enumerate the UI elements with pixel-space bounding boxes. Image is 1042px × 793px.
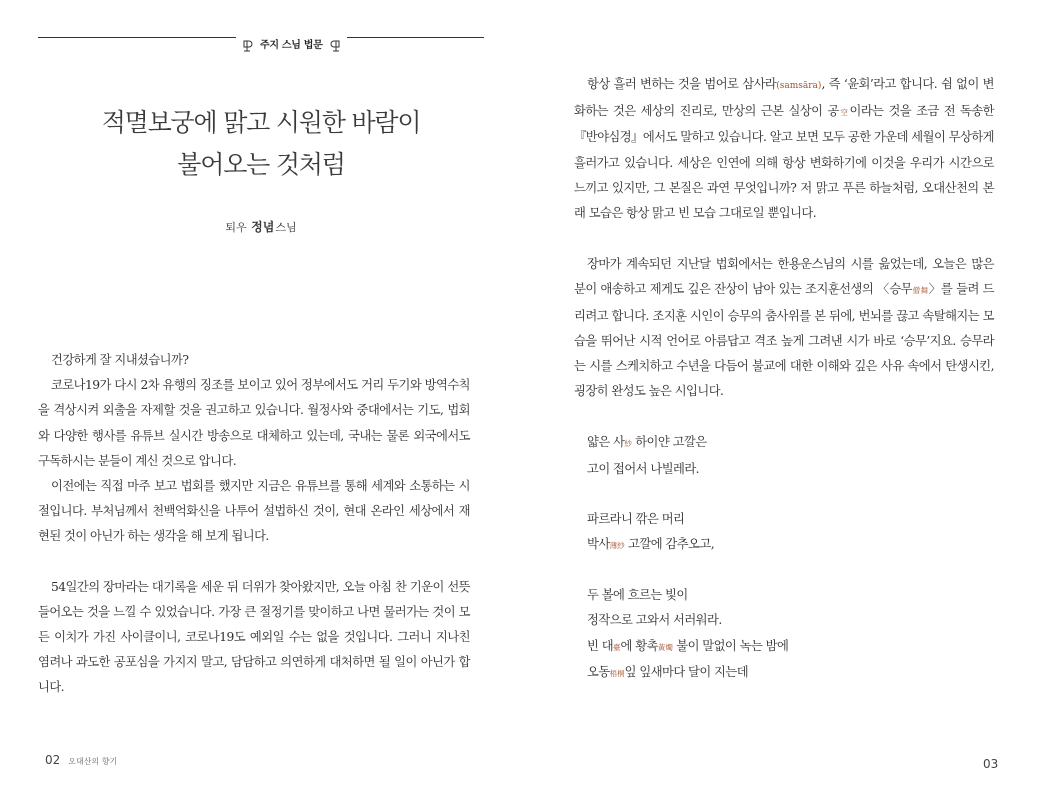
hanja-gloss: 梧桐	[609, 668, 625, 678]
hanja-gloss: 僧舞	[912, 286, 929, 296]
text-run: 장마가 계속되던 지난달 법회에서는 한용운스님의 시를 읊었는데, 오늘은 많은 분이 애송하고 제게도 깊은 잔상이 남아 있는 조지훈선생의 〈승무	[574, 257, 994, 297]
article-title	[38, 102, 484, 186]
lotus-ornament-icon	[242, 37, 254, 49]
text-run: 빈 대	[587, 638, 614, 653]
gloss-samsara: (samsāra)	[776, 81, 822, 91]
author-name: 정념	[251, 220, 275, 234]
body-paragraph: 코로나19가 다시 2차 유행의 징조를 보이고 있어 정부에서도 거리 두기와 방역수칙을 격상시켜 외출을 자제할 것을 권고하고 있습니다. 월정사와 중대에서는 기도, 법회와 다양한 행사를 유튜브 실시간 방송으로 대체하고 있는데, 국내는 물론 외국에서도 구독하시는 분들이 계신 것으로 압니다.	[38, 378, 470, 468]
text-run: 하이얀 고깔은	[631, 435, 707, 450]
header-label-group	[236, 33, 347, 53]
text-run: 에 황촉	[620, 638, 658, 653]
right-page-body	[574, 72, 994, 686]
poem-line: 정작으로 고와서 서러워라.	[587, 613, 722, 628]
poem-excerpt	[574, 430, 994, 686]
left-page-footer	[45, 753, 117, 767]
body-paragraph	[574, 252, 994, 404]
text-run: 항상 흘러 변하는 것을 범어로 삼사라	[587, 77, 777, 91]
text-run: 불이 말없이 녹는 밤에	[672, 638, 789, 653]
right-page-footer	[983, 753, 998, 772]
author-prefix: 퇴우	[225, 221, 247, 234]
lotus-ornament-icon	[329, 37, 341, 49]
body-paragraph: 이전에는 직접 마주 보고 법회를 했지만 지금은 유튜브를 통해 세계와 소통하는 시절입니다. 부처님께서 천백억화신을 나투어 설법하신 것이, 현대 온라인 세상에서 재현된 것이 아닌가 하는 생각을 해 보게 됩니다.	[38, 479, 470, 544]
poem-line	[574, 634, 994, 660]
left-page-body	[38, 348, 470, 701]
hanja-gloss: 黃燭	[657, 642, 673, 652]
body-paragraph	[574, 72, 994, 226]
poem-line	[574, 660, 994, 686]
page-number-right: 03	[983, 757, 999, 771]
text-run: 얇은 사	[587, 435, 625, 450]
poem-line: 파르라니 깎은 머리	[587, 511, 685, 526]
article-title-line: 불어오는 것처럼	[177, 150, 345, 179]
magazine-name: 오대산의 향기	[68, 757, 118, 766]
body-paragraph: 건강하게 잘 지내셨습니까?	[51, 353, 189, 367]
hanja-gloss: 臺	[613, 642, 621, 652]
section-header-label: 주지 스님 법문	[260, 39, 323, 51]
body-paragraph: 54일간의 장마라는 대기록을 세운 뒤 더위가 찾아왔지만, 오늘 아침 찬 기운이 선뜻 들어오는 것을 느낄 수 있었습니다. 가장 큰 절정기를 맞이하고 나면 물러가는 것이 모든 이치가 가진 사이클이니, 코로나19도 예외일 수는 없을 것입니다. 그러니 지나친 염려나 과도한 공포심을 가지지 말고, 담담하고 의연하게 대처하면 될 일이 아닌가 합니다.	[38, 579, 470, 695]
text-run: 박사	[587, 537, 610, 552]
section-header	[38, 33, 484, 53]
author-byline	[38, 218, 484, 235]
hanja-gloss: 薄紗	[609, 541, 625, 551]
text-run: , 즉 ‘윤회’라고 합니다. 쉼 없이 변화하는 것은 세상의 진리로, 만상의 근본 실상이 공	[574, 77, 994, 119]
poem-line	[574, 430, 994, 456]
poem-line: 고이 접어서 나빌레라.	[587, 461, 700, 476]
text-run: 오동	[587, 664, 610, 679]
poem-line	[574, 532, 994, 558]
text-run: 이라는 것을 조금 전 독송한 『반야심경』에서도 말하고 있습니다. 알고 보면 모두 공한 가운데 세월이 무상하게 흘러가고 있습니다. 세상은 인연에 의해 항상 변화하기에 이것을 우리가 시간으로 느끼고 있지만, 그 본질은 과연 무엇입니까? 저 맑고 푸른 하늘처럼, 오대산천의 본래 모습은 항상 맑고 빈 모습 그대로일 뿐입니다.	[574, 104, 994, 221]
hanja-gloss: 紗	[624, 439, 632, 449]
page-number-left: 02	[45, 753, 61, 767]
text-run: 고깔에 감추오고,	[624, 537, 715, 552]
article-title-line: 적멸보궁에 맑고 시원한 바람이	[101, 108, 421, 137]
text-run: 〉를 들려 드리려고 합니다. 조지훈 시인이 승무의 춤사위를 본 뒤에, 번뇌를 끊고 속탈해지는 모습을 뛰어난 시적 언어로 아름답고 격조 높게 그려낸 시가 바로 ‘승무’지요. 승무라는 시를 스케치하고 수년을 다듬어 불교에 대한 이해와 깊은 사유 속에서 탄생시킨, 굉장히 완성도 높은 시입니다.	[574, 282, 994, 399]
text-run: 잎 잎새마다 달이 지는데	[624, 664, 749, 679]
poem-line: 두 볼에 흐르는 빛이	[587, 588, 688, 603]
hanja-gloss: 空	[838, 108, 850, 118]
author-suffix: 스님	[275, 221, 297, 234]
